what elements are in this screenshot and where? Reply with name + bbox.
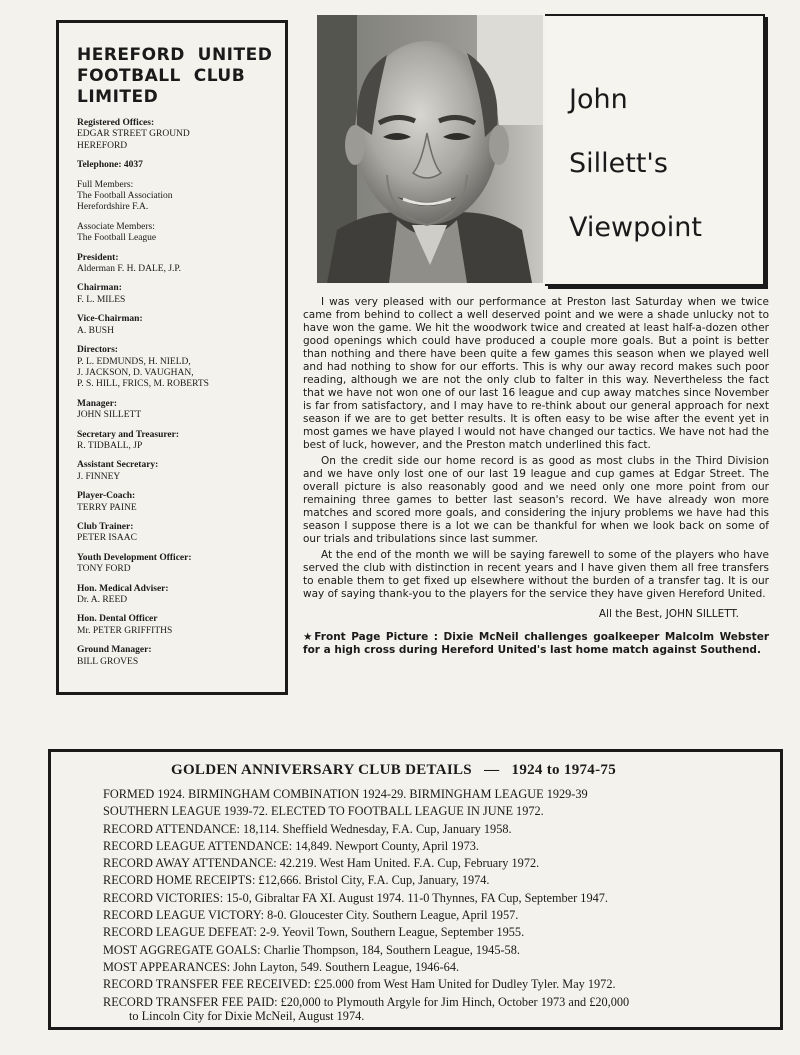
club-record-line: RECORD ATTENDANCE: 18,114. Sheffield Wednesday, F.A. Cup, January 1958. <box>103 821 512 836</box>
officials-section <box>77 314 285 337</box>
officials-section-line: TONY FORD <box>77 564 131 575</box>
officials-section <box>77 253 285 276</box>
officials-section-line: HEREFORD <box>77 140 128 151</box>
officials-section-heading: Secretary and Treasurer: <box>77 429 180 440</box>
officials-section <box>77 584 285 607</box>
officials-section-heading: Manager: <box>77 398 118 409</box>
article-paragraph: I was very pleased with our performance at Preston last Saturday when we twice came from behind to collect a well deserved point and we were a shade unlucky not to have won the game. We hit the woodwork twice and created at least half-a-dozen other good openings which could have produced a couple more goals. But a point is better than nothing and there have been quite a few games this season when we played well and had nothing to show for our efforts. This is why our away record makes such poor reading, although we are not the only club to falter in this way. Nevertheless the fact that we have not won one of our last 16 league and cup away matches since November is far from satisfactory, and I may have to re-think about our general approach for next season if we are to get better results. It is often easy to be wise after the event yet in most games we have played I would not have changed our tactics. We have not had the best of luck, however, and the Preston match underlined this fact. <box>303 296 769 451</box>
officials-section <box>77 399 285 422</box>
officials-section-line: BILL GROVES <box>77 656 139 667</box>
manager-photo <box>317 15 543 283</box>
viewpoint-title-box <box>545 14 765 286</box>
club-record-line: MOST AGGREGATE GOALS: Charlie Thompson, 184, Southern League, 1945-58. <box>103 942 520 957</box>
club-record-line: MOST APPEARANCES: John Layton, 549. Southern League, 1946-64. <box>103 959 460 974</box>
golden-anniversary-title: GOLDEN ANNIVERSARY CLUB DETAILS — 1924 to 1974-75 <box>171 762 617 778</box>
officials-section-line: Dr. A. REED <box>77 595 128 605</box>
club-name-line: FOOTBALL CLUB <box>77 66 246 86</box>
officials-section-heading: Telephone: 4037 <box>77 160 143 171</box>
officials-section <box>77 522 285 545</box>
club-name-line: LIMITED <box>77 87 159 107</box>
club-record-line: RECORD VICTORIES: 15-0, Gibraltar FA XI. August 1974. 11-0 Thynnes, FA Cup, September 1947. <box>103 890 608 905</box>
club-record-line: RECORD LEAGUE VICTORY: 8-0. Gloucester City. Southern League, April 1957. <box>103 908 519 923</box>
officials-section-line: The Football Association <box>77 191 173 202</box>
officials-section <box>77 160 285 171</box>
article-signoff: All the Best, JOHN SILLETT. <box>598 608 739 620</box>
golden-anniversary-box <box>48 749 783 1030</box>
club-record-line: RECORD LEAGUE ATTENDANCE: 14,849. Newport County, April 1973. <box>103 838 479 853</box>
officials-section-line: EDGAR STREET GROUND <box>77 129 190 140</box>
officials-section-heading: Club Trainer: <box>77 521 134 532</box>
officials-section-heading: President: <box>77 252 119 263</box>
article-paragraph: On the credit side our home record is as good as most clubs in the Third Division and we have only lost one of our last 19 league and cup games at Edgar Street. The overall picture is also reasonably good and we need only one more point from our remaining three games to better last season's record. We have already won more matches and scored more goals, and considering the injury problems we have had this season I suppose there is a lot we can be thankful for when we look back on some of our trials and tribulations since last summer. <box>303 455 769 545</box>
club-record-line: RECORD TRANSFER FEE PAID: £20,000 to Plymouth Argyle for Jim Hinch, October 1973 and £20,000 <box>103 994 630 1009</box>
viewpoint-title <box>569 68 702 260</box>
club-record-line: to Lincoln City for Dixie McNeil, August 1974. <box>129 1008 365 1023</box>
club-name-line: HEREFORD UNITED <box>77 45 273 65</box>
officials-section-line: TERRY PAINE <box>77 502 137 513</box>
viewpoint-article <box>303 296 769 657</box>
officials-section-heading: Hon. Dental Officer <box>77 614 158 625</box>
officials-section <box>77 460 285 483</box>
officials-section <box>77 645 285 668</box>
officials-section-line: Alderman F. H. DALE, J.P. <box>77 264 181 275</box>
officials-section-heading: Ground Manager: <box>77 645 152 656</box>
officials-section-heading: Directors: <box>77 345 118 356</box>
manager-photo-image <box>317 15 543 283</box>
officials-section-heading: Assistant Secretary: <box>77 460 159 471</box>
officials-section-line: Herefordshire F.A. <box>77 202 149 213</box>
officials-section <box>77 222 285 245</box>
officials-section <box>77 283 285 306</box>
club-record-line: RECORD AWAY ATTENDANCE: 42.219. West Ham United. F.A. Cup, February 1972. <box>103 856 540 871</box>
officials-section-line: Full Members: <box>77 179 134 190</box>
officials-section-line: J. JACKSON, D. VAUGHAN, <box>77 367 194 378</box>
club-record-line: SOUTHERN LEAGUE 1939-72. ELECTED TO FOOTBALL LEAGUE IN JUNE 1972. <box>103 804 544 819</box>
officials-section-line: F. L. MILES <box>77 294 126 305</box>
officials-section-line: J. FINNEY <box>77 471 121 482</box>
officials-section-line: Associate Members: <box>77 221 155 232</box>
front-page-picture-caption: ★Front Page Picture : Dixie McNeil challenges goalkeeper Malcolm Webster for a high cross during Hereford United's last home match against Southend. <box>303 631 769 656</box>
viewpoint-title-line: John <box>569 84 628 115</box>
officials-section-line: P. S. HILL, FRICS, M. ROBERTS <box>77 379 209 390</box>
officials-section-heading: Chairman: <box>77 283 122 294</box>
viewpoint-title-line: Viewpoint <box>569 212 702 243</box>
officials-section-line: The Football League <box>77 233 157 244</box>
officials-section <box>77 614 285 637</box>
officials-section <box>77 430 285 453</box>
officials-section-line: A. BUSH <box>77 325 114 336</box>
officials-section <box>77 180 285 214</box>
viewpoint-title-line: Sillett's <box>569 148 668 179</box>
club-record-line: FORMED 1924. BIRMINGHAM COMBINATION 1924-29. BIRMINGHAM LEAGUE 1929-39 <box>103 787 588 801</box>
club-record-line: RECORD LEAGUE DEFEAT: 2-9. Yeovil Town, Southern League, September 1955. <box>103 925 525 940</box>
officials-section-line: PETER ISAAC <box>77 533 137 544</box>
officials-section <box>77 491 285 514</box>
officials-section-line: JOHN SILLETT <box>77 410 142 421</box>
officials-section-heading: Youth Development Officer: <box>77 552 192 563</box>
officials-section <box>77 118 285 152</box>
club-name <box>77 45 285 108</box>
club-record-line: RECORD TRANSFER FEE RECEIVED: £25.000 from West Ham United for Dudley Tyler. May 1972. <box>103 977 616 992</box>
officials-section-heading: Registered Offices: <box>77 118 155 128</box>
officials-section <box>77 345 285 391</box>
officials-section-heading: Vice-Chairman: <box>77 314 143 325</box>
club-officials-box <box>56 20 288 695</box>
officials-section-heading: Hon. Medical Adviser: <box>77 583 169 594</box>
officials-section-line: R. TIDBALL, JP <box>77 440 143 451</box>
article-paragraph: At the end of the month we will be saying farewell to some of the players who have served the club with distinction in recent years and I have given them all free transfers to enable them to get fixed up elsewhere without the burden of a transfer tag. It is our way of saying thank-you to the players for the service they have given Hereford United. <box>303 549 769 600</box>
club-record-line: RECORD HOME RECEIPTS: £12,666. Bristol City, F.A. Cup, January, 1974. <box>103 873 490 888</box>
club-records-list <box>103 786 773 1025</box>
officials-section <box>77 553 285 576</box>
officials-section-line: P. L. EDMUNDS, H. NIELD, <box>77 356 191 367</box>
officials-section-heading: Player-Coach: <box>77 491 136 502</box>
officials-list <box>77 118 285 668</box>
officials-section-line: Mr. PETER GRIFFITHS <box>77 625 173 636</box>
